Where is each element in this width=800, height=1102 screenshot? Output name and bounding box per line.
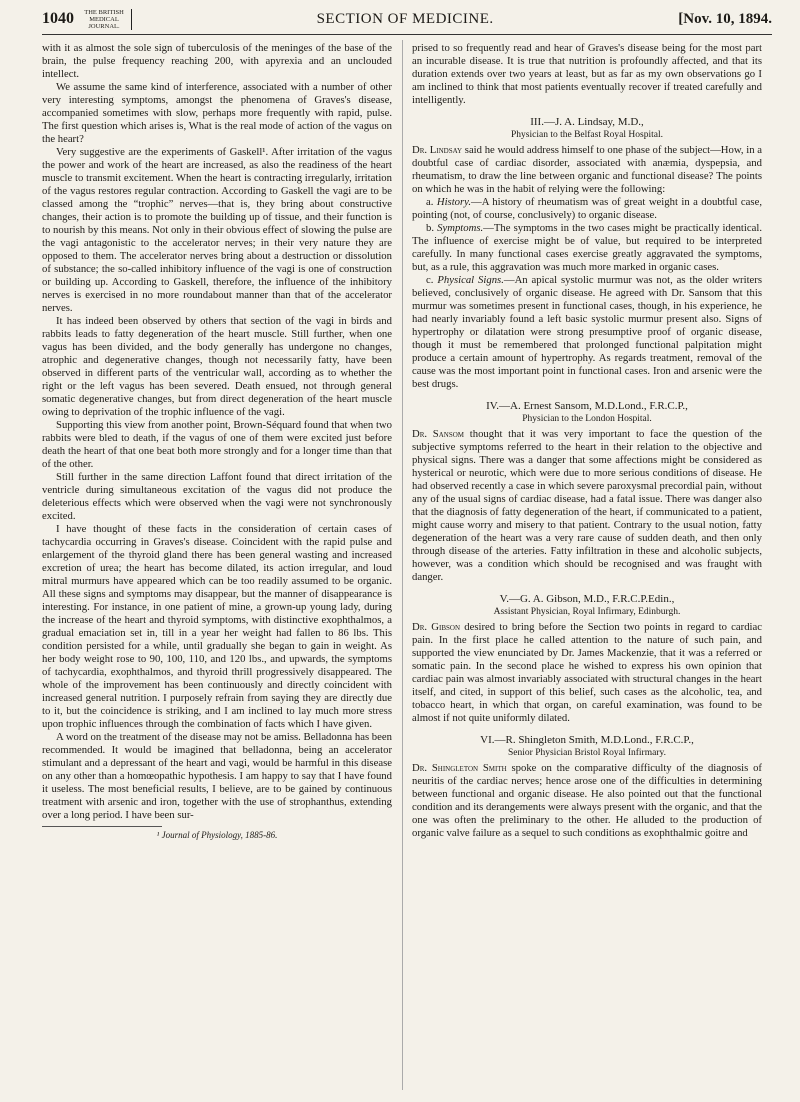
paragraph: We assume the same kind of interference, associated with a number of other very interesting symptoms, amongst the phenomena of Graves's disease, accompanied sometimes with slow, perhaps more frequently with rapid, pulse. The first question which arises is, What is the real mode of action of the vagus on the heart?: [42, 81, 392, 145]
list-item: [412, 196, 762, 222]
speaker-name: Dr. Lindsay: [412, 144, 463, 156]
journal-name: [80, 9, 132, 30]
paragraph: I have thought of these facts in the consideration of certain cases of tachycardia occurring in Graves's disease. Coincident with the rapid pulse and enlargement of the thyroid gland there has been general wasting and increased excretion of urea; the heart has become dilated, its action irregular, and loud mitral murmurs have appeared which can be too readily assumed to be organic. All these signs and symptoms may disappear, but the manner of disappearance is interesting. For instance, in one patient of mine, a grown-up young lady, during the increase of the heart and thyroid symptoms, with distinctive exophthalmos, a gradual emaciation set in, till in a year her weight had fallen to 86 lbs. This condition persisted for a while, until gradually she began to gain in weight. As her body weight rose to 90, 100, 110, and 120 lbs., and upwards, the symptoms of tachycardia, exophthalmos, and thyroid thrill progressively disappeared. The whole of the improvement has been continuously and directly coincident with increased general nutrition. I purposely refrain from saying they are directly due to it, but the coincidence is striking, and I am inclined to lay much more stress upon trophic influences through the combination of facts which I have given.: [42, 523, 392, 730]
item-label: c.: [426, 274, 434, 286]
item-text: —An apical systolic murmur was not, as the older writers believed, conclusively of organic disease. He agreed with Dr. Sansom that this murmur was sometimes present in functional cases, though, in his experience, he had nearly invariably found a left basic systolic murmur present also. Signs of hypertrophy or dilatation were strong presumptive proof of organic disease, though it must be remembered that prolonged functional palpitation might produce a certain amount of hypertrophy. As regards treatment, removal of the cause was the most important point in functional cases. Iron and arsenic were the best drugs.: [412, 274, 762, 390]
header-left: [42, 9, 132, 30]
page-header: [42, 8, 772, 30]
column-divider: [402, 40, 403, 1090]
footnote-rule: [42, 826, 162, 827]
left-column: [42, 42, 392, 1072]
section-heading-vi: VI.—R. Shingleton Smith, M.D.Lond., F.R.C.P.,: [480, 734, 694, 746]
paragraph: prised to so frequently read and hear of Graves's disease being for the most part an incurable disease. It is true that nutrition is profoundly affected, and that its duration extends over two years at least, but as far as my own observations go I am inclined to think that most patients eventually recover if treated carefully and intelligently.: [412, 42, 762, 106]
paragraph-text: thought that it was very important to face the question of the subjective symptoms referred to the heart in their relation to the objective and physical signs. There was a danger that some affections might be considered as hysterical or neurotic, which were due to more serious conditions of disease. He had observed recently a case in which severe paroxysmal precordial pain, without any of the usual signs of cardiac disease, had a fatal issue. There was danger also that the diagnosis of fatty degeneration of the heart, if communicated to a patient, might cause worry and misery to that patient. Contrary to the usual notion, fatty degeneration of the heart was a very rare cause of sudden death, and then only through disease of the arteries. Fatty infiltration in these and alcoholic subjects, however, was a condition which should be recognised and was fraught with danger.: [412, 428, 762, 583]
paragraph: Still further in the same direction Laffont found that direct irritation of the ventricle during simultaneous excitation of the vagus did not produce the deleterious effects which were observed when the vagi were not synchronously excited.: [42, 471, 392, 522]
section-subheading-v: Assistant Physician, Royal Infirmary, Edinburgh.: [493, 607, 681, 617]
paragraph-text: said he would address himself to one phase of the subject—How, in a doubtful case of cardiac disorder, associated with anæmia, dyspepsia, and rheumatism, to draw the line between organic and functional disease? The points on which he was in the habit of relying were the following:: [412, 144, 762, 195]
speaker-name: Dr. Gibson: [412, 621, 461, 633]
paragraph-text: spoke on the comparative difficulty of the diagnosis of neuritis of the cardiac nerves; hence arose one of the difficulties in determining between functional and organic disease. He also pointed out that the functional condition and its derangements were always present with the organic, and that the one was often the preliminary to the other. He alluded to the production of organic valve failure as a sequel to such conditions as exophthalmic goitre and: [412, 762, 762, 839]
paragraph: A word on the treatment of the disease may not be amiss. Belladonna has been recommended. It would be imagined that belladonna, being an accelerator stimulant and a depressant of the heart and vagi, would be harmful in this disease on any other than a homœopathic hypothesis. I am happy to say that I have found it useless. The most beneficial results, I believe, are to be gained by continuous treatment with arsenic and iron, together with the use of strophanthus, extending over a long period. I have been sur-: [42, 731, 392, 821]
journal-name-line2: MEDICAL JOURNAL.: [88, 15, 120, 30]
item-label: a.: [426, 196, 434, 208]
item-text: —The symptoms in the two cases might be practically identical. The influence of exercise might be of value, but required to be interpreted carefully. In many functional cases exercise greatly aggravated the symptoms, but, as a rule, this aggravation was much more marked in organic cases.: [412, 222, 762, 273]
paragraph: Very suggestive are the experiments of Gaskell¹. After irritation of the vagus the power and work of the heart are increased, as also the readiness of the heart muscle to transmit excitement. When the heart is contracting irregularly, irritation of the vagus restores regular contraction. According to Gaskell the vagi are to be classed among the “trophic” nerves—that is, they bring about constructive changes, their action is to promote the building up of tissue, and their function is to nourish by this means. Not only in their obvious effect of slowing the pulse are the vagi antagonistic to the accelerator nerves; in their very nature they are opposed to them. The accelerator nerves bring about a destruction or dissolution of substance; the so-called inhibitory influence of the vagi is one of construction or building up. According to Gaskell, therefore, the influence of the inhibitory nerves is exercised in no more roundabout manner than that of the accelerator nerves.: [42, 146, 392, 314]
paragraph: [412, 621, 762, 725]
paragraph: It has indeed been observed by others that section of the vagi in birds and rabbits leads to fatty degeneration of the heart muscle. Still further, when one vagus has been divided, and the body generally has undergone no changes, atrophic and degenerative changes, though not necessarily fatty, have been observed in different parts of the ventricular wall, according as to whether the right or the left vagus has been severed. Death ensued, not through general somatic degenerative changes, but from direct degeneration of the heart muscle owing to deprivation of the trophic influence of the vagi.: [42, 315, 392, 418]
right-column: [412, 42, 762, 1102]
paragraph: [412, 144, 762, 196]
item-label: b.: [426, 222, 435, 234]
paragraph: with it as almost the sole sign of tuberculosis of the meninges of the base of the brain, the pulse frequency reaching 200, with apyrexia and an unclouded intellect.: [42, 42, 392, 80]
page-number: 1040: [42, 10, 74, 27]
list-item: [412, 274, 762, 391]
section-title: SECTION OF MEDICINE.: [316, 10, 494, 27]
paragraph: [412, 762, 762, 840]
speaker-name: Dr. Shingleton Smith: [412, 762, 507, 774]
paragraph: [412, 428, 762, 584]
item-text: —A history of rheumatism was of great weight in a doubtful case, pointing (not, of course, conclusively) to organic disease.: [412, 196, 762, 221]
paragraph: Supporting this view from another point, Brown-Séquard found that when two rabbits were bled to death, if the vagus of one of them were excited just before death the heart of that one beat both more strongly and for a longer time than that of the other.: [42, 419, 392, 470]
section-heading-v: V.—G. A. Gibson, M.D., F.R.C.P.Edin.,: [499, 593, 675, 605]
journal-name-line1: THE BRITISH: [84, 8, 124, 16]
issue-date: [Nov. 10, 1894.: [678, 10, 772, 27]
section-subheading-vi: Senior Physician Bristol Royal Infirmary.: [508, 748, 666, 758]
speaker-name: Dr. Sansom: [412, 428, 465, 440]
section-heading-iv: IV.—A. Ernest Sansom, M.D.Lond., F.R.C.P.,: [486, 400, 688, 412]
footnote: ¹ Journal of Physiology, 1885-86.: [156, 830, 278, 840]
section-subheading-iv: Physician to the London Hospital.: [522, 414, 652, 424]
item-title: Physical Signs.: [437, 274, 504, 286]
header-rule: [42, 34, 772, 35]
list-item: [412, 222, 762, 274]
item-title: History.: [436, 196, 472, 208]
section-heading-iii: III.—J. A. Lindsay, M.D.,: [530, 116, 644, 128]
item-title: Symptoms.: [437, 222, 484, 234]
paragraph-text: desired to bring before the Section two points in regard to cardiac pain. In the first place he called attention to the nature of such pain, and supported the view enunciated by Dr. James Mackenzie, that it was a referred or somatic pain. In the second place he wished to express his own opinion that cardiac pain was almost invariably associated with structural changes in the heart itself, and cited, in support of this belief, such cases as the alcoholic, tea, and tobacco heart, in which that organ, on careful examination, was found to be almost if not quite uniformly dilated.: [412, 621, 762, 724]
section-subheading-iii: Physician to the Belfast Royal Hospital.: [511, 130, 663, 140]
